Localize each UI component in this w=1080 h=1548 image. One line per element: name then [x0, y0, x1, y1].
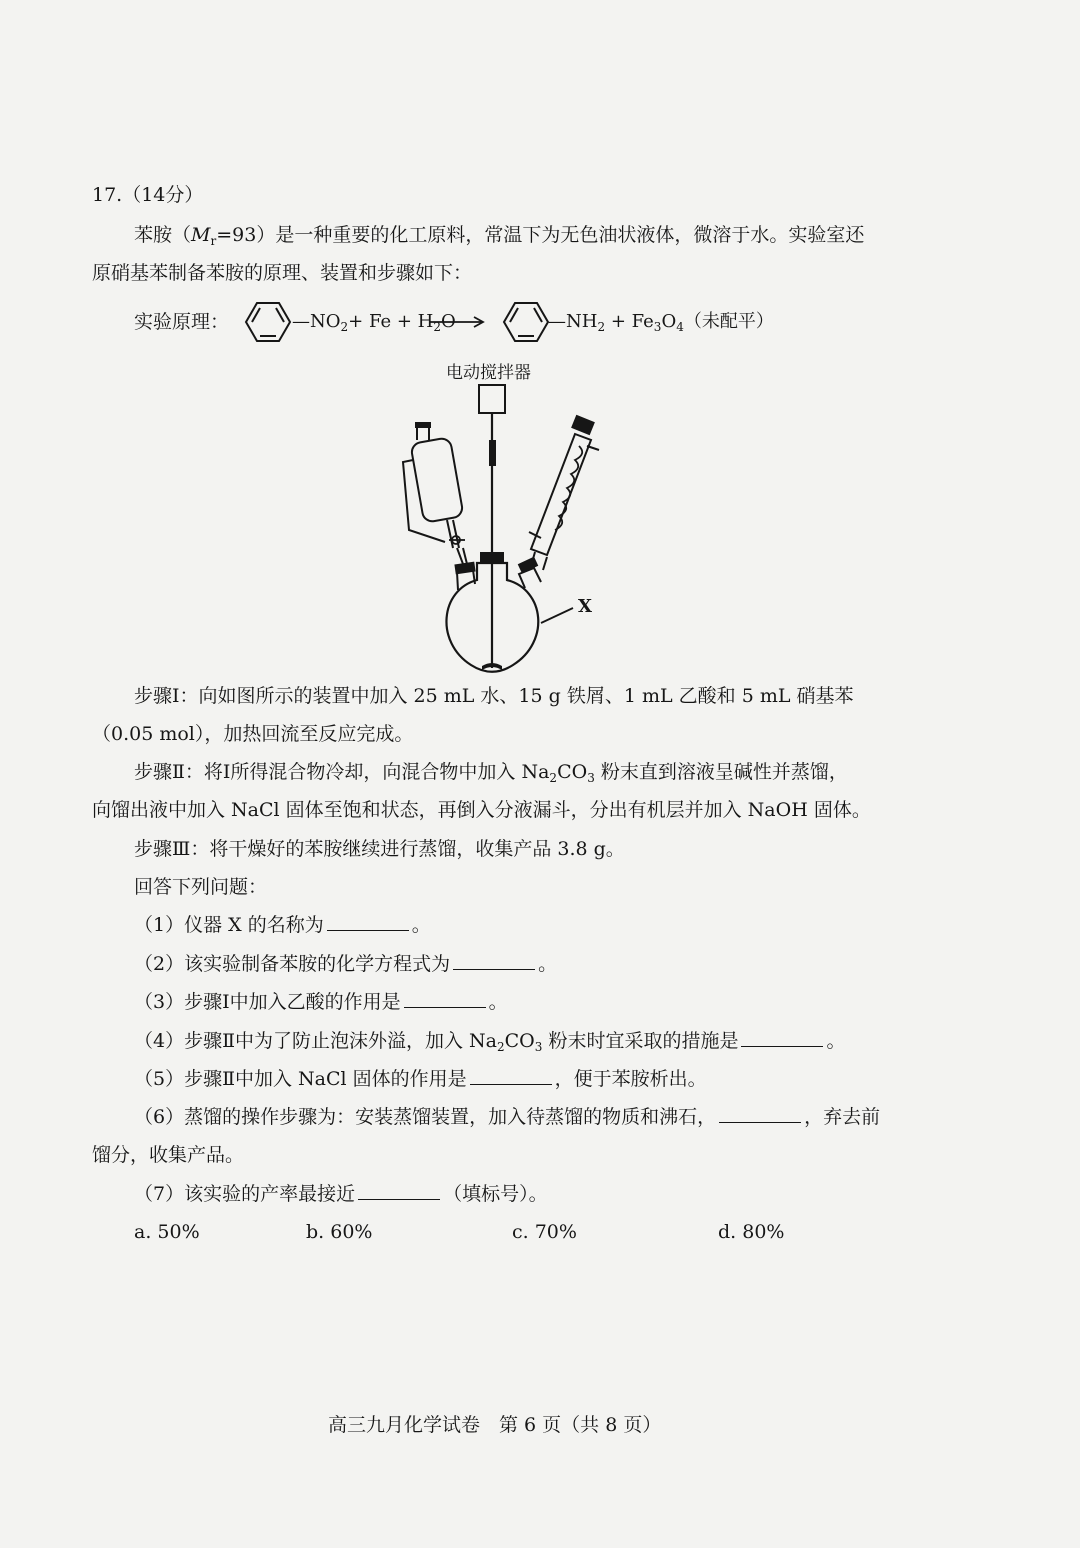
q5-end: ，便于苯胺析出。	[554, 1068, 707, 1090]
step2-text-c: 粉末直到溶液呈碱性并蒸馏，	[594, 761, 848, 783]
x-leader-line	[541, 608, 573, 623]
amino-sub: 2	[597, 320, 606, 334]
product-plus: + Fe	[610, 311, 654, 332]
q4	[134, 1028, 845, 1054]
option-b[interactable]: b. 60%	[306, 1221, 373, 1243]
water-o: O	[440, 311, 456, 332]
nitro-sub: 2	[340, 320, 349, 334]
q6-line2: 馏分，收集产品。	[92, 1144, 245, 1166]
step1-line2: （0.05 mol），加热回流至反应完成。	[92, 723, 414, 745]
answer-prompt: 回答下列问题：	[134, 876, 268, 898]
principle-label: 实验原理：	[134, 311, 230, 333]
option-c[interactable]: c. 70%	[512, 1221, 577, 1243]
q6-end: ，弃去前	[804, 1106, 881, 1128]
step2-text-b: CO	[557, 761, 588, 783]
stirrer-motor-box	[479, 385, 505, 413]
fe3o4-o: O	[661, 311, 677, 332]
step2-sub2: 3	[587, 771, 595, 785]
intro-text-b: =93）是一种重要的化工原料，常温下为无色油状液体，微溶于水。实验室还	[216, 224, 865, 246]
q2-end: 。	[538, 953, 558, 975]
q4-text-c: 粉末时宜采取的措施是	[542, 1030, 739, 1052]
apparatus-diagram	[395, 380, 620, 675]
q1-text: （1）仪器 X 的名称为	[134, 914, 324, 936]
fe3o4-sub1: 3	[653, 320, 662, 334]
option-a[interactable]: a. 50%	[134, 1221, 200, 1243]
amino-group: —NH	[548, 311, 598, 332]
q2-answer-blank[interactable]	[453, 951, 535, 970]
q4-text-a: （4）步骤Ⅱ中为了防止泡沫外溢，加入 Na	[134, 1030, 497, 1052]
rod-coupling	[489, 440, 496, 466]
q4-end: 。	[826, 1030, 846, 1052]
unbalanced-note: （未配平）	[683, 311, 774, 332]
dropping-funnel	[403, 422, 467, 564]
q4-sub1: 2	[497, 1040, 505, 1054]
question-number: 17.（14分）	[92, 184, 204, 206]
step2-line1	[134, 759, 848, 785]
flask-label-x: X	[578, 596, 592, 617]
step2-line2: 向馏出液中加入 NaCl 固体至饱和状态，再倒入分液漏斗，分出有机层并加入 NaOH 固体。	[92, 799, 871, 821]
option-d[interactable]: d. 80%	[718, 1221, 785, 1243]
q6-line1	[134, 1104, 880, 1130]
q1-end: 。	[411, 914, 431, 936]
page-footer: 高三九月化学试卷 第 6 页（共 8 页）	[328, 1414, 662, 1436]
step3-line: 步骤Ⅲ：将干燥好的苯胺继续进行蒸馏，收集产品 3.8 g。	[134, 838, 625, 860]
q4-text-b: CO	[504, 1030, 535, 1052]
q6-answer-blank[interactable]	[719, 1104, 801, 1123]
products-formula	[548, 310, 774, 334]
q2-text: （2）该实验制备苯胺的化学方程式为	[134, 953, 451, 975]
stirrer-blade	[482, 663, 502, 670]
stirrer-label: 电动搅拌器	[446, 363, 531, 383]
q1	[134, 912, 431, 938]
step1-line1: 步骤Ⅰ：向如图所示的装置中加入 25 mL 水、15 g 铁屑、1 mL 乙酸和 5 mL 硝基苯	[134, 685, 854, 707]
q7-end: （填标号）。	[443, 1183, 548, 1205]
q3-end: 。	[488, 991, 508, 1013]
q4-sub2: 3	[534, 1040, 543, 1054]
q6-text: （6）蒸馏的操作步骤为：安装蒸馏装置，加入待蒸馏的物质和沸石，	[134, 1106, 717, 1128]
intro-text-a: 苯胺（	[134, 224, 192, 246]
water-sub: 2	[433, 320, 441, 334]
q5-text: （5）步骤Ⅱ中加入 NaCl 固体的作用是	[134, 1068, 467, 1090]
q1-answer-blank[interactable]	[327, 912, 409, 931]
question-intro-line1	[134, 222, 864, 248]
q5-answer-blank[interactable]	[470, 1066, 552, 1085]
q7-answer-blank[interactable]	[358, 1181, 440, 1200]
q4-answer-blank[interactable]	[741, 1028, 823, 1047]
step2-sub1: 2	[549, 771, 558, 785]
step2-text-a: 步骤Ⅱ：将Ⅰ所得混合物冷却，向混合物中加入 Na	[134, 761, 550, 783]
q7-text: （7）该实验的产率最接近	[134, 1183, 356, 1205]
q3-answer-blank[interactable]	[404, 989, 486, 1008]
q3-text: （3）步骤Ⅰ中加入乙酸的作用是	[134, 991, 401, 1013]
nitro-group: —NO	[292, 311, 341, 332]
reflux-condenser	[529, 415, 599, 570]
fe3o4-sub2: 4	[676, 320, 684, 334]
center-neck-joint	[480, 552, 504, 564]
q5	[134, 1066, 707, 1092]
reaction-arrow-icon	[428, 312, 486, 332]
question-intro-line2: 原硝基苯制备苯胺的原理、装置和步骤如下：	[92, 262, 473, 284]
q2	[134, 951, 557, 977]
q3	[134, 989, 508, 1015]
mr-subscript: r	[210, 234, 217, 248]
reactants-text: + Fe + H	[348, 311, 434, 332]
mr-symbol: M	[191, 224, 211, 246]
q7	[134, 1181, 548, 1207]
